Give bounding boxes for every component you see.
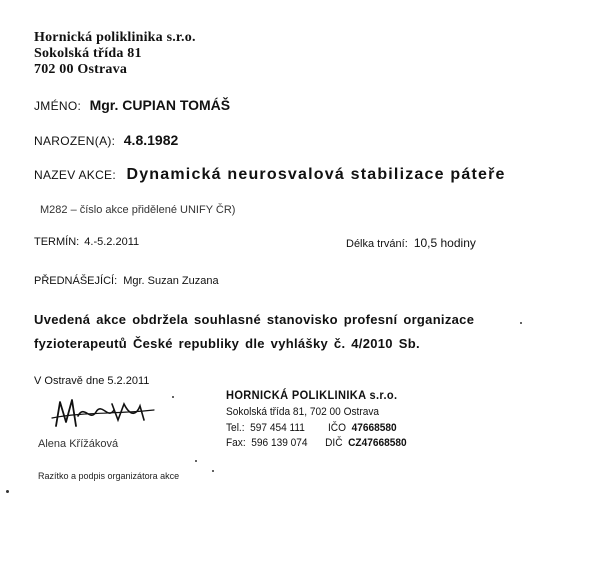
born-value: 4.8.1982 bbox=[123, 132, 179, 148]
duration-value: 10,5 hodiny bbox=[413, 236, 476, 250]
lecturer-label: PŘEDNÁŠEJÍCÍ: bbox=[34, 275, 118, 287]
org-city: 702 00 Ostrava bbox=[34, 62, 128, 77]
stamp-fax-row bbox=[226, 437, 407, 449]
course-number: M282 – číslo akce přidělené UNIFY ČR) bbox=[40, 204, 236, 216]
stamp-fax: 596 139 074 bbox=[251, 437, 308, 449]
stamp-dic: CZ47668580 bbox=[348, 437, 407, 449]
course-label: NAZEV AKCE: bbox=[34, 168, 116, 182]
scan-speck bbox=[172, 396, 174, 398]
scan-speck bbox=[195, 460, 197, 462]
name-label: JMÉNO: bbox=[34, 99, 82, 113]
org-name: Hornická poliklinika s.r.o. bbox=[34, 30, 196, 45]
name-row bbox=[34, 97, 230, 115]
scan-speck bbox=[6, 490, 9, 493]
term-row bbox=[34, 236, 139, 248]
place-date: V Ostravě dne 5.2.2011 bbox=[34, 375, 150, 387]
lecturer-row bbox=[34, 275, 219, 287]
stamp-ico-label: IČO bbox=[327, 422, 346, 434]
statement-line-1: Uvedená akce obdržela souhlasné stanovisko profesní organizace bbox=[34, 312, 475, 327]
term-label: TERMÍN: bbox=[34, 236, 80, 248]
scan-speck bbox=[520, 322, 522, 324]
duration-label: Délka trvání: bbox=[346, 238, 408, 250]
course-row bbox=[34, 166, 506, 184]
scan-speck bbox=[212, 470, 214, 472]
footer-caption: Razítko a podpis organizátora akce bbox=[38, 471, 180, 481]
stamp-fax-label: Fax: bbox=[226, 437, 246, 449]
signature-image bbox=[50, 392, 160, 434]
stamp-title: HORNICKÁ POLIKLINIKA s.r.o. bbox=[226, 388, 398, 402]
course-value: Dynamická neurosvalová stabilizace páteře bbox=[126, 166, 506, 183]
stamp-tel-row bbox=[226, 422, 397, 434]
org-street: Sokolská třída 81 bbox=[34, 46, 142, 61]
term-value: 4.-5.2.2011 bbox=[84, 236, 140, 248]
born-row bbox=[34, 132, 178, 150]
stamp-ico: 47668580 bbox=[351, 422, 397, 434]
signatory-name: Alena Křížáková bbox=[38, 438, 119, 450]
lecturer-value: Mgr. Suzan Zuzana bbox=[123, 275, 219, 287]
statement-line-2: fyzioterapeutů České republiky dle vyhlášky č. 4/2010 Sb. bbox=[34, 336, 420, 351]
born-label: NAROZEN(A): bbox=[34, 134, 116, 148]
stamp-tel: 597 454 111 bbox=[250, 422, 305, 434]
name-value: Mgr. CUPIAN TOMÁŠ bbox=[89, 97, 231, 113]
stamp-address: Sokolská třída 81, 702 00 Ostrava bbox=[226, 406, 380, 418]
stamp-dic-label: DIČ bbox=[325, 437, 343, 449]
duration-row bbox=[346, 236, 476, 250]
stamp-tel-label: Tel.: bbox=[226, 422, 245, 434]
